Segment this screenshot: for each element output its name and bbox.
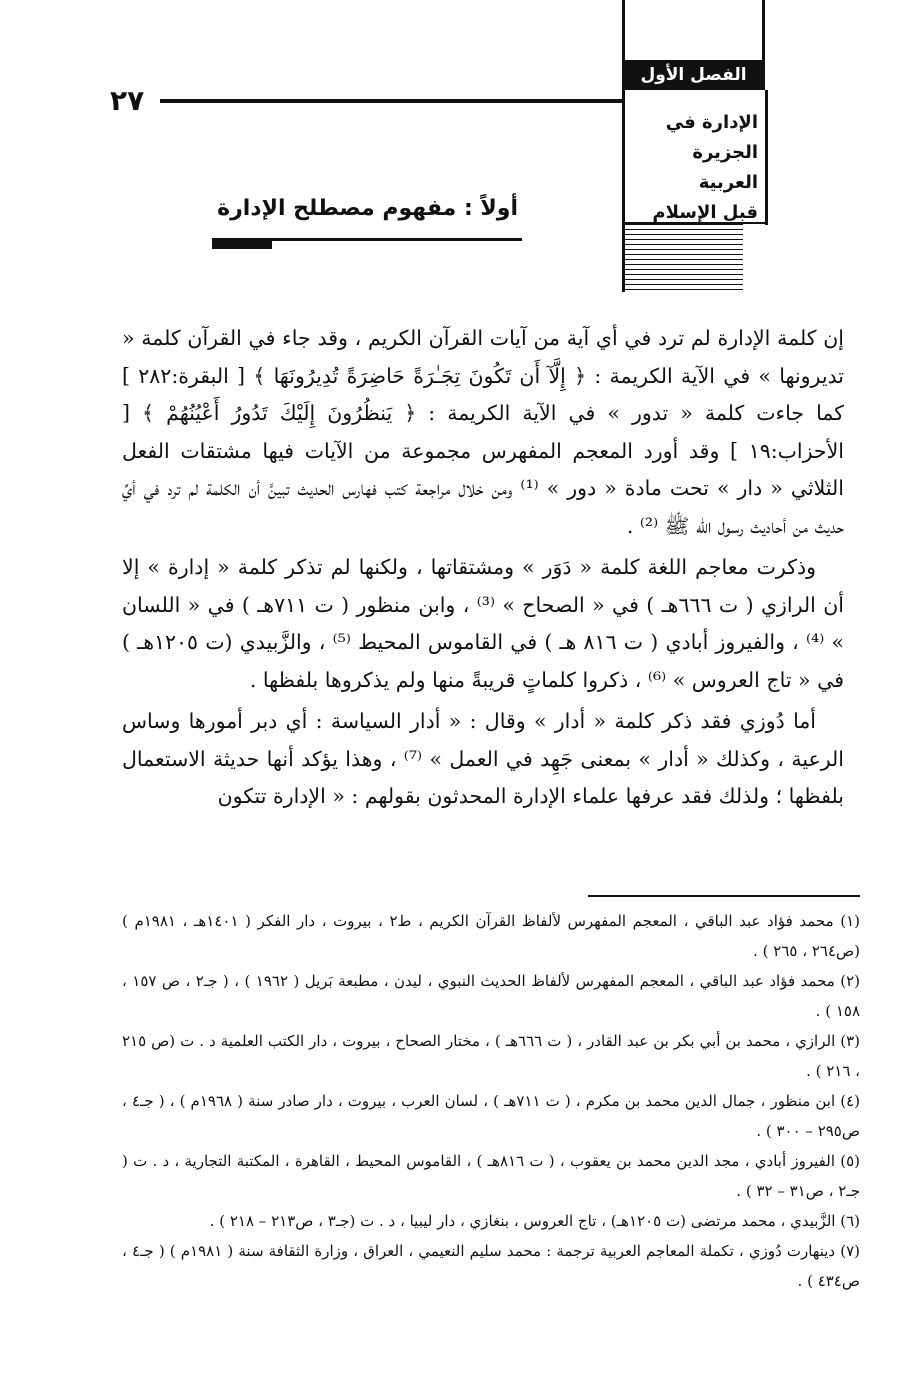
chapter-label: الفصل الأول [622,60,765,90]
chapter-title-line: قبل الإسلام [652,202,758,223]
striped-decoration [625,224,743,292]
footnote: (٢) محمد فؤاد عبد الباقي ، المعجم المفهرس لألفاظ الحديث النبوي ، ليدن ، مطبعة بَريل ( ١٩٦٢ ) ، ( جـ٢ ، ص ١٥٧ ، ١٥٨ ) . [122,972,861,1020]
header-rule [160,99,622,103]
paragraph: وذكرت معاجم اللغة كلمة « دَوَر » ومشتقاتها ، ولكنها لم تذكر كلمة « إدارة » إلا أن الرازي ( ت ٦٦٦هـ ) في « الصحاح » ⁽³⁾ ، وابن منظور ( ت ٧١١هـ ) في « اللسان » ⁽⁴⁾ ، والفيروز أبادي ( ت ٨١٦ هـ ) في القاموس المحيط ⁽⁵⁾ ، والزَّبيدي (ت ١٢٠٥هـ ) في « تاج العروس » ⁽⁶⁾ ، ذكروا كلماتٍ قريبةً منها ولم يذكروها بلفظها . [122,555,844,692]
paragraph: إن كلمة الإدارة لم ترد في أي آية من آيات القرآن الكريم ، وقد جاء في القرآن كلمة « تديرونها » في الآية الكريمة : ﴿ إِلَّآ أَن تَكُونَ تِجَـٰرَةً حَاضِرَةً تُدِيرُونَهَا ﴾ [ البقرة:٢٨٢ ] كما جاءت كلمة « تدور » في الآية الكريمة : ﴿ يَنظُرُونَ إِلَيْكَ تَدُورُ أَعْيُنُهُمْ ﴾ [ الأحزاب:١٩ ] وقد أورد المعجم المفهرس مجموعة من الآيات فيها مشتقات الفعل الثلاثي « دار » تحت مادة « دور » ⁽¹⁾ ومن خلال مراجعة كتب فهارس الحديث تبينَّ أن الكلمة لم ترد في أيِّ حديث من أحاديث رسول الله ﷺ ⁽²⁾ . [122,326,844,538]
footnotes [122,906,860,1296]
chapter-title-line: الجزيرة العربية [692,142,758,193]
section-heading: أولاً : مفهوم مصطلح الإدارة [217,196,518,221]
footnote: (٧) دينهارت دُوزي ، تكملة المعاجم العربية ترجمة : محمد سليم النعيمي ، العراق ، وزارة الثقافة سنة ( ١٩٨١م ) ( جـ٤ ، ص٤٣٤ ) . [122,1242,860,1290]
box-right-line [762,0,765,60]
section-heading-bar [212,241,272,249]
body-text [122,320,844,820]
footnote: (١) محمد فؤاد عبد الباقي ، المعجم المفهرس لألفاظ القرآن الكريم ، ط٢ ، بيروت ، دار الفكر ( ١٤٠١هـ ، ١٩٨١م ) (ص٢٦٤ ، ٢٦٥ ) . [122,912,860,960]
chapter-box [622,0,768,292]
footnote: (٦) الزَّبيدي ، محمد مرتضى (ت ١٢٠٥هـ) ، تاج العروس ، بنغازي ، دار ليبيا ، د . ت (جـ٣ ، ص٢١٣ – ٢١٨ ) . [209,1212,860,1230]
footnote: (٥) الفيروز أبادي ، مجد الدين محمد بن يعقوب ، ( ت ٨١٦هـ ) ، القاموس المحيط ، القاهرة ، المكتبة التجارية ، د . ت ( جـ٢ ، ص٣١ – ٣٢ ) . [122,1152,861,1200]
page-number: ٢٧ [110,84,145,117]
striped-decoration-cut [743,224,765,292]
chapter-title [628,108,758,228]
footnote: (٤) ابن منظور ، جمال الدين محمد بن مكرم ، ( ت ٧١١هـ ) ، لسان العرب ، بيروت ، دار صادر سنة ( ١٩٦٨م ) ، ( جـ٤ ، ص٢٩٥ – ٣٠٠ ) . [122,1092,861,1140]
paragraph: أما دُوزي فقد ذكر كلمة « أدار » وقال : « أدار السياسة : أي دبر أمورها وساس الرعية ، وكذلك « أدار » بمعنى جَهِد في العمل » ⁽⁷⁾ ، وهذا يؤكد أنها حديثة الاستعمال بلفظها ؛ ولذلك فقد عرفها علماء الإدارة المحدثون بقولهم : « الإدارة تتكون [122,709,844,808]
footnote-separator [588,895,860,897]
chapter-title-line: الإدارة في [665,112,758,133]
footnote: (٣) الرازي ، محمد بن أبي بكر بن عبد القادر ، ( ت ٦٦٦هـ ) ، مختار الصحاح ، بيروت ، دار الكتب العلمية د . ت (ص ٢١٥ ، ٢١٦ ) . [122,1032,861,1080]
